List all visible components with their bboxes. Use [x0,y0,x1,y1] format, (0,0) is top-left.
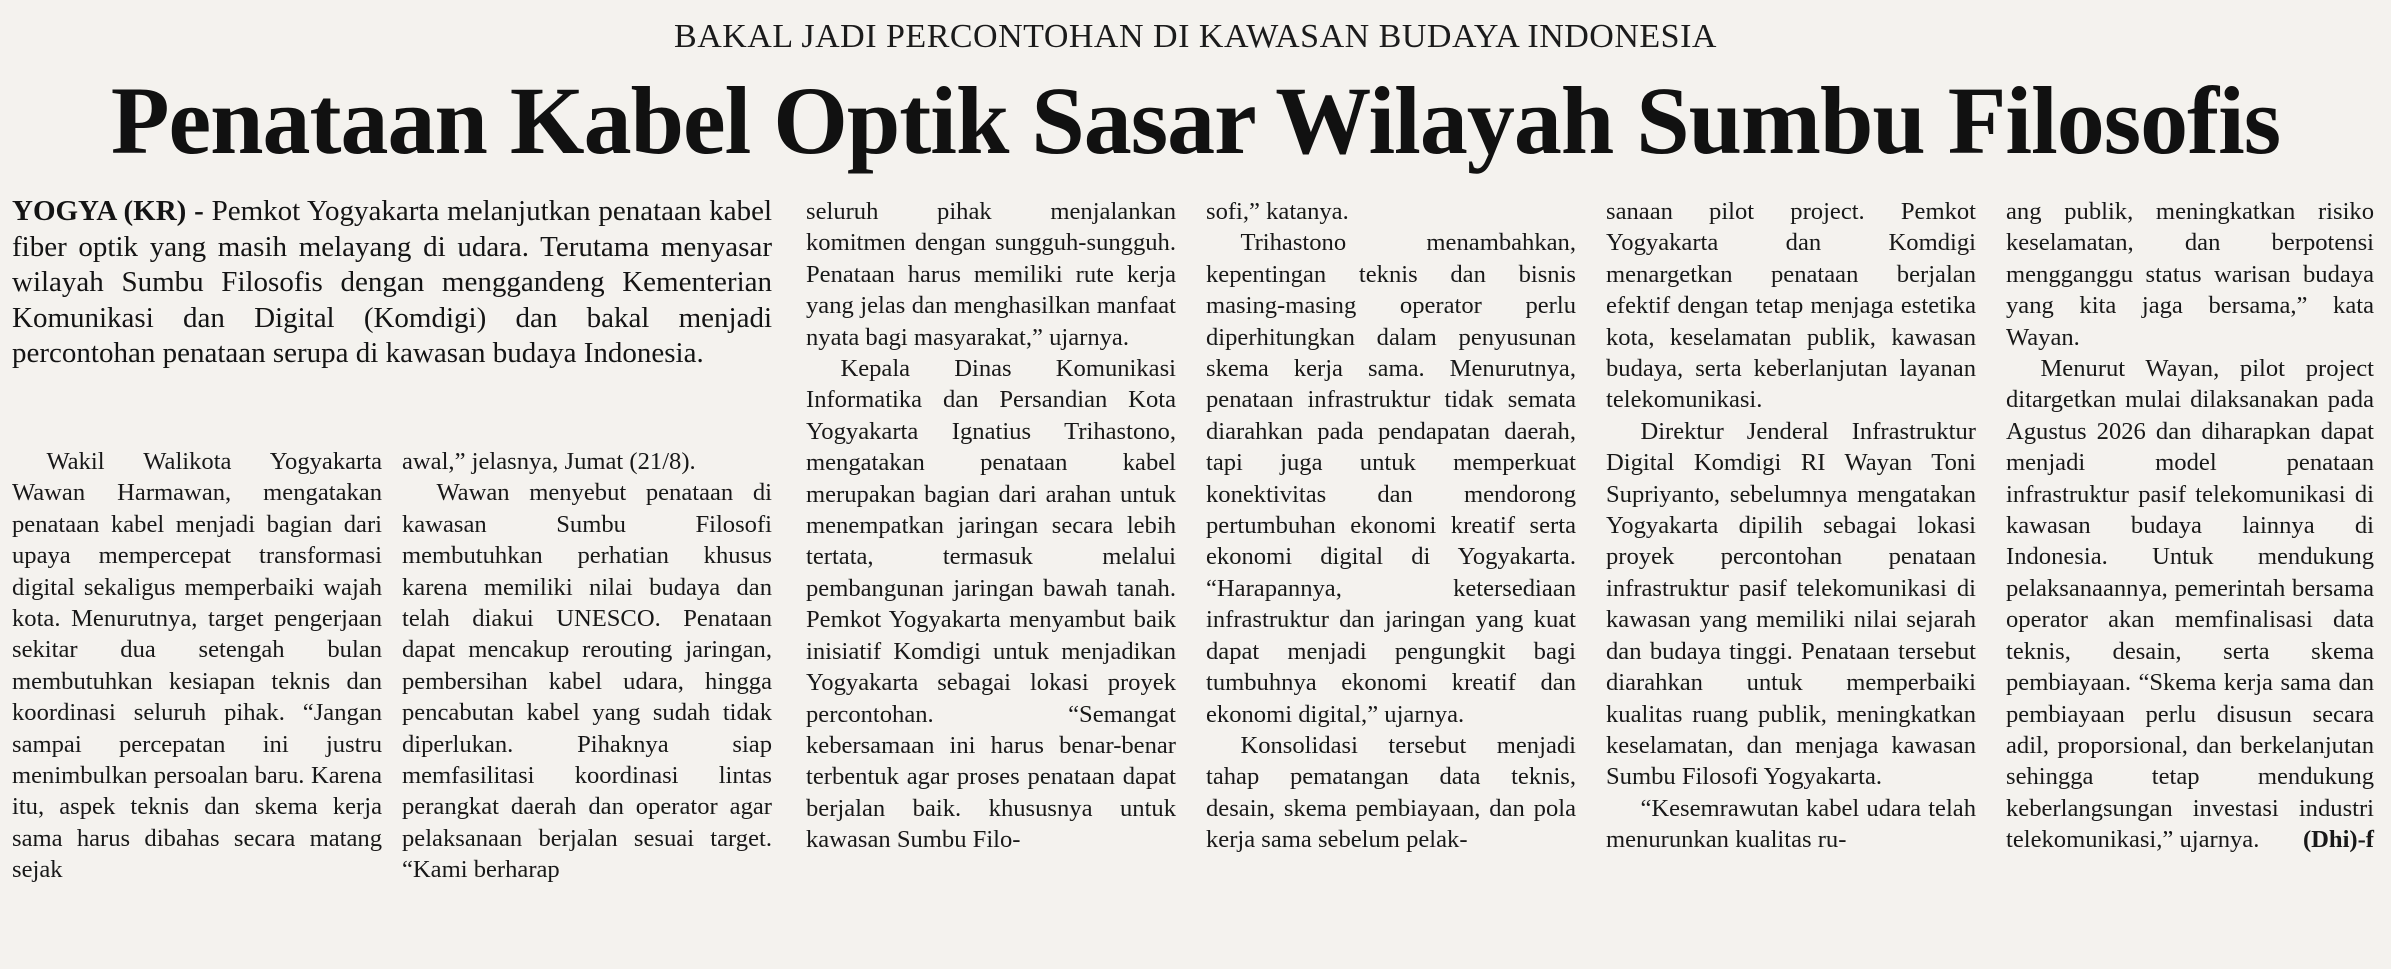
article-column-5 [1606,196,1976,856]
column-2-paragraph-1: awal,” jelasnya, Jumat (21/8). [402,448,696,475]
article-dateline: YOGYA (KR) - [12,195,204,227]
article-column-1 [12,446,382,886]
column-6-paragraph-2 [2006,353,2374,856]
column-4-paragraph-3: Konsolidasi tersebut menjadi tahap pematangan data teknis, desain, skema pembiayaan, dan pola kerja sama sebelum pelak- [1206,731,1576,854]
article-lead [12,194,772,372]
article-kicker: BAKAL JADI PERCONTOHAN DI KAWASAN BUDAYA INDONESIA [674,18,1717,55]
column-4-paragraph-1: sofi,” katanya. [1206,198,1349,225]
column-2-paragraph-2: Wawan menyebut penataan di kawasan Sumbu Filosofi membutuhkan perhatian khusus karena memiliki nilai budaya dan telah diakui UNESCO. Penataan dapat mencakup rerouting jaringan, pembersihan kabel udara, hingga pencabutan kabel yang sudah tidak diperlukan. Pihaknya siap memfasilitasi koordinasi lintas perangkat daerah dan operator agar pelaksanaan berjalan sesuai target. “Kami berharap [402,479,772,884]
article-headline: Penataan Kabel Optik Sasar Wilayah Sumbu Filosofis [110,67,2281,174]
article-column-6 [2006,196,2374,856]
column-1-paragraph-1: Wakil Walikota Yogyakarta Wawan Harmawan, mengatakan penataan kabel menjadi bagian dari upaya mempercepat transformasi digital sekaligus memperbaiki wajah kota. Menurutnya, target pengerjaan sekitar dua setengah bulan membutuhkan kesiapan teknis dan koordinasi seluruh pihak. “Jangan sampai percepatan ini justru menimbulkan persoalan baru. Karena itu, aspek teknis dan skema kerja sama harus dibahas secara matang sejak [12,448,382,884]
author-signature: (Dhi)-f [2302,826,2374,854]
column-5-paragraph-1: sanaan pilot project. Pemkot Yogyakarta dan Komdigi menargetkan penataan berjalan efektif dengan tetap menjaga estetika kota, keselamatan publik, kawasan budaya, serta keberlanjutan layanan telekomunikasi. [1606,198,1976,414]
column-5-paragraph-3: “Kesemrawutan kabel udara telah menurunkan kualitas ru- [1606,794,1976,854]
article-column-4 [1206,196,1576,856]
column-3-paragraph-1: seluruh pihak menjalankan komitmen dengan sungguh-sungguh. Penataan harus memiliki rute kerja yang jelas dan menghasilkan manfaat nyata bagi masyarakat,” ujarnya. [806,198,1176,351]
column-4-paragraph-2: Trihastono menambahkan, kepentingan teknis dan bisnis masing-masing operator perlu diperhitungkan dalam penyusunan skema kerja sama. Menurutnya, penataan infrastruktur tidak semata diarahkan pada pendapatan daerah, tapi juga untuk memperkuat konektivitas dan mendorong pertumbuhan ekonomi kreatif serta ekonomi digital di Yogyakarta. “Harapannya, ketersediaan infrastruktur dan jaringan yang kuat dapat menjadi pengungkit bagi tumbuhnya ekonomi kreatif dan ekonomi digital,” ujarnya. [1206,229,1576,728]
column-5-paragraph-2: Direktur Jenderal Infrastruktur Digital Komdigi RI Wayan Toni Supriyanto, sebelumnya mengatakan Yogyakarta dipilih sebagai lokasi proyek percontohan penataan infrastruktur pasif telekomunikasi di kawasan yang memiliki nilai sejarah dan budaya tinggi. Penataan tersebut diarahkan untuk memperbaiki kualitas ruang publik, meningkatkan keselamatan, dan menjaga kawasan Sumbu Filosofi Yogyakarta. [1606,417,1976,791]
article-column-2 [402,446,772,886]
column-6-paragraph-1: ang publik, meningkatkan risiko keselamatan, dan berpotensi mengganggu status warisan budaya yang kita jaga bersama,” kata Wayan. [2006,198,2374,351]
article-lead-text: Pemkot Yogyakarta melanjutkan penataan kabel fiber optik yang masih melayang di udara. Terutama menyasar wilayah Sumbu Filosofis dengan menggandeng Kementerian Komunikasi dan Digital (Komdigi) dan bakal menjadi percontohan penataan serupa di kawasan budaya Indonesia. [12,195,772,369]
column-6-paragraph-2-text: Menurut Wayan, pilot project ditargetkan mulai dilaksanakan pada Agustus 2026 dan diharapkan dapat menjadi model penataan infrastruktur pasif telekomunikasi di kawasan budaya lainnya di Indonesia. Untuk mendukung pelaksanaannya, pemerintah bersama operator akan memfinalisasi data teknis, desain, serta skema pembiayaan. “Skema kerja sama dan pembiayaan perlu disusun secara adil, proporsional, dan berkelanjutan sehingga tetap mendukung keberlangsungan investasi industri telekomunikasi,” ujarnya. [2006,355,2374,854]
column-3-paragraph-2: Kepala Dinas Komunikasi Informatika dan Persandian Kota Yogyakarta Ignatius Trihastono, mengatakan penataan kabel merupakan bagian dari arahan untuk menempatkan jaringan secara lebih tertata, termasuk melalui pembangunan jaringan bawah tanah. Pemkot Yogyakarta menyambut baik inisiatif Komdigi untuk menjadikan Yogyakarta sebagai lokasi proyek percontohan. “Semangat kebersamaan ini harus benar-benar terbentuk agar proses penataan dapat berjalan baik. khususnya untuk kawasan Sumbu Filo- [806,355,1176,854]
article-column-3 [806,196,1176,856]
